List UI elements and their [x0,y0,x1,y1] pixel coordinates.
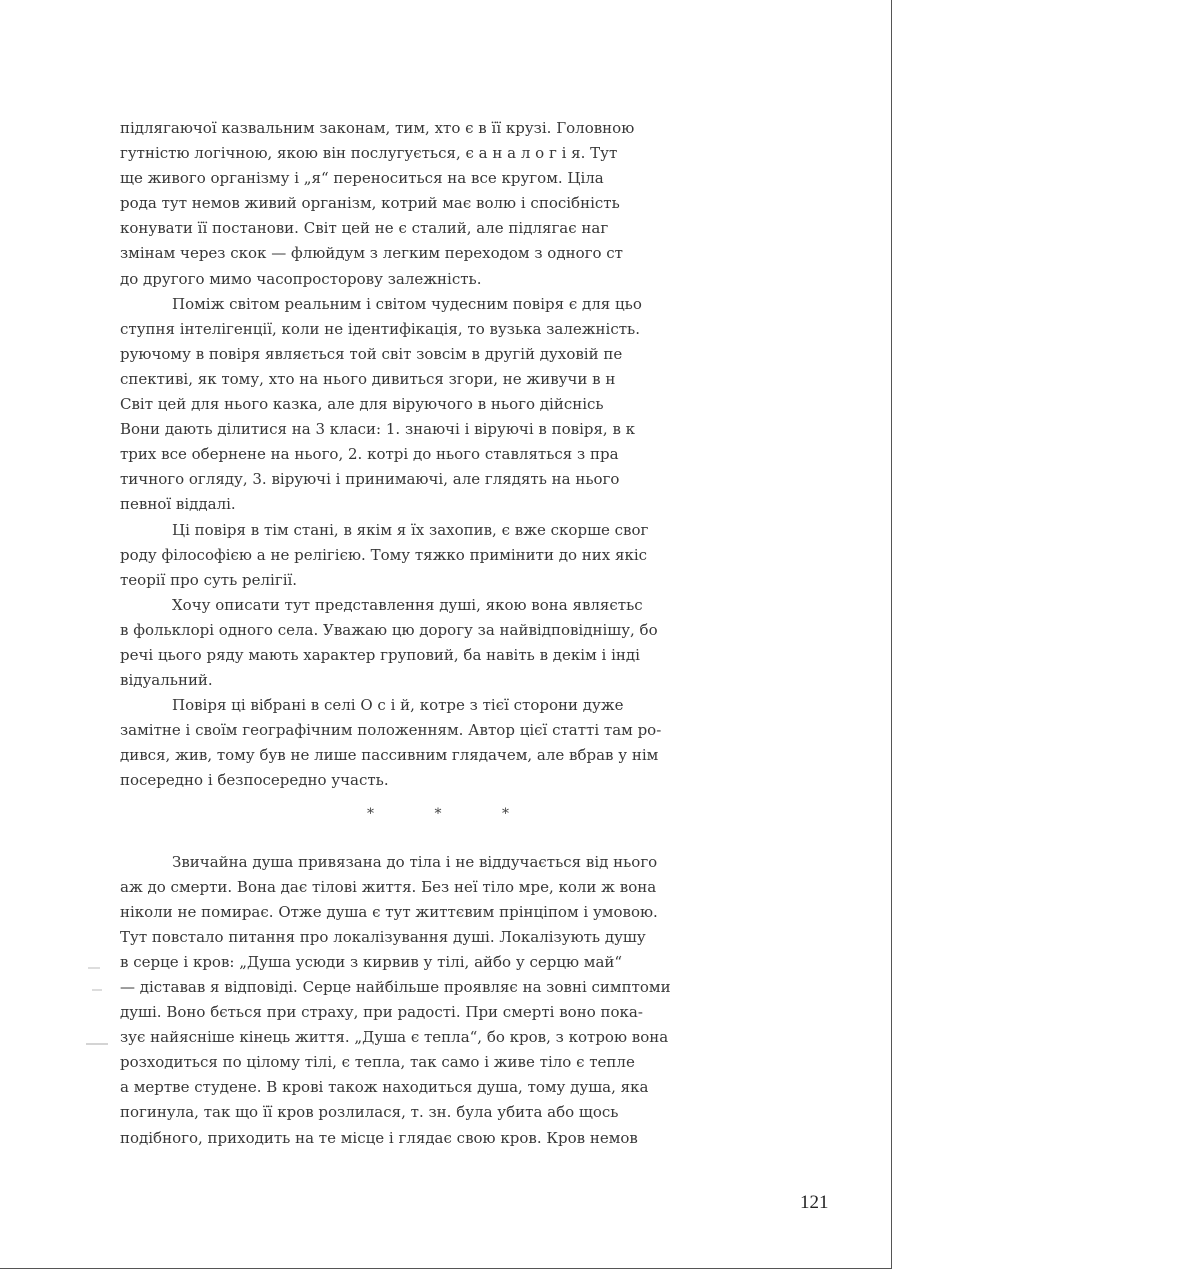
text-line: аж до смерти. Вона дає тілові життя. Без неї тіло мре, коли ж вона [120,877,657,896]
text-line: конувати її постанови. Світ цей не є сталий, але підлягає наг [120,219,609,238]
text-line: гутністю логічною, якою він послугується, є а н а л о г і я. Тут [120,144,618,163]
text-line: тичного огляду, 3. віруючі і принимаючі, але глядять на нього [120,470,620,489]
text-line: а мертве студене. В крові також находиться душа, тому душа, яка [120,1078,649,1097]
text-line: до другого мимо часопросторову залежність. [120,269,482,288]
text-line: подібного, приходить на те місце і глядає свою кров. Кров немов [120,1128,638,1147]
text-line: Світ цей для нього казка, але для віруючого в нього дійснісь [120,395,604,414]
text-line: ніколи не помирає. Отже душа є тут життєвим прінціпом і умовою. [120,902,658,921]
text-line: трих все обернене на нього, 2. котрі до нього ставляться з пра [120,445,619,464]
text-line: посередно і безпосередно участь. [120,771,389,790]
text-line: в фольклорі одного села. Уважаю цю дорогу за найвідповіднішу, бо [120,620,658,639]
text-line: зує найясніше кінець життя. „Душа є тепла“, бо кров, з котрою вона [120,1028,669,1047]
margin-scan-marks [86,960,116,1060]
text-line: замітне і своїм географічним положенням. Автор цієї статті там ро- [120,721,662,740]
text-line: погинула, так що її кров розлилася, т. зн. була убита або щось [120,1103,619,1122]
body-text [120,116,784,1151]
text-line: речі цього ряду мають характер груповий, ба навіть в декім і інді [120,645,640,664]
text-line: Хочу описати тут представлення душі, якою вона являєтьс [172,595,643,614]
section-separator: * * * [367,805,537,822]
text-line: руючому в повіря являється той світ зовсім в другій духовій пе [120,344,623,363]
page-number: 121 [800,1192,829,1213]
text-line: ступня інтелігенції, коли не ідентифікація, то вузька залежність. [120,319,640,338]
text-line: Звичайна душа привязана до тіла і не віддучається від нього [172,852,658,871]
text-line: ще живого організму і „я“ переноситься на все кругом. Ціла [120,169,604,188]
text-line: спективі, як тому, хто на нього дивиться згори, не живучи в н [120,369,616,388]
text-line: рода тут немов живий організм, котрий має волю і спосібність [120,194,620,213]
text-line: роду філософією а не релігією. Тому тяжко примінити до них якіс [120,545,648,564]
text-line: підлягаючої казвальним законам, тим, хто є в її крузі. Головною [120,119,635,137]
text-line: певної віддалі. [120,495,236,514]
text-line: — діставав я відповіді. Серце найбільше проявляє на зовні симптоми [120,978,671,996]
text-line: розходиться по цілому тілі, є тепла, так само і живе тіло є тепле [120,1053,635,1072]
text-line: змінам через скок — флюйдум з легким переходом з одного ст [120,244,623,263]
text-line: теорії про суть релігії. [120,570,298,589]
text-line: в серце і кров: „Душа усюди з кирвив у тілі, айбо у серцю май“ [120,952,623,971]
text-line: Ці повіря в тім стані, в якім я їх захопив, є вже скорше свог [172,520,649,539]
text-line: Повіря ці вібрані в селі О с і й, котре з тієї сторони дуже [172,696,624,715]
text-line: Тут повстало питання про локалізування душі. Локалізують душу [120,927,646,946]
text-line: дився, жив, тому був не лише пассивним глядачем, але вбрав у нім [120,746,659,765]
text-line: відуальний. [120,671,213,690]
text-line: душі. Воно бється при страху, при радості. При смерті воно пока- [120,1003,643,1022]
text-line: Вони дають ділитися на 3 класи: 1. знаючі і віруючі в повіря, в к [120,420,636,439]
text-line: Поміж світом реальним і світом чудесним повіря є для цьо [172,294,642,313]
